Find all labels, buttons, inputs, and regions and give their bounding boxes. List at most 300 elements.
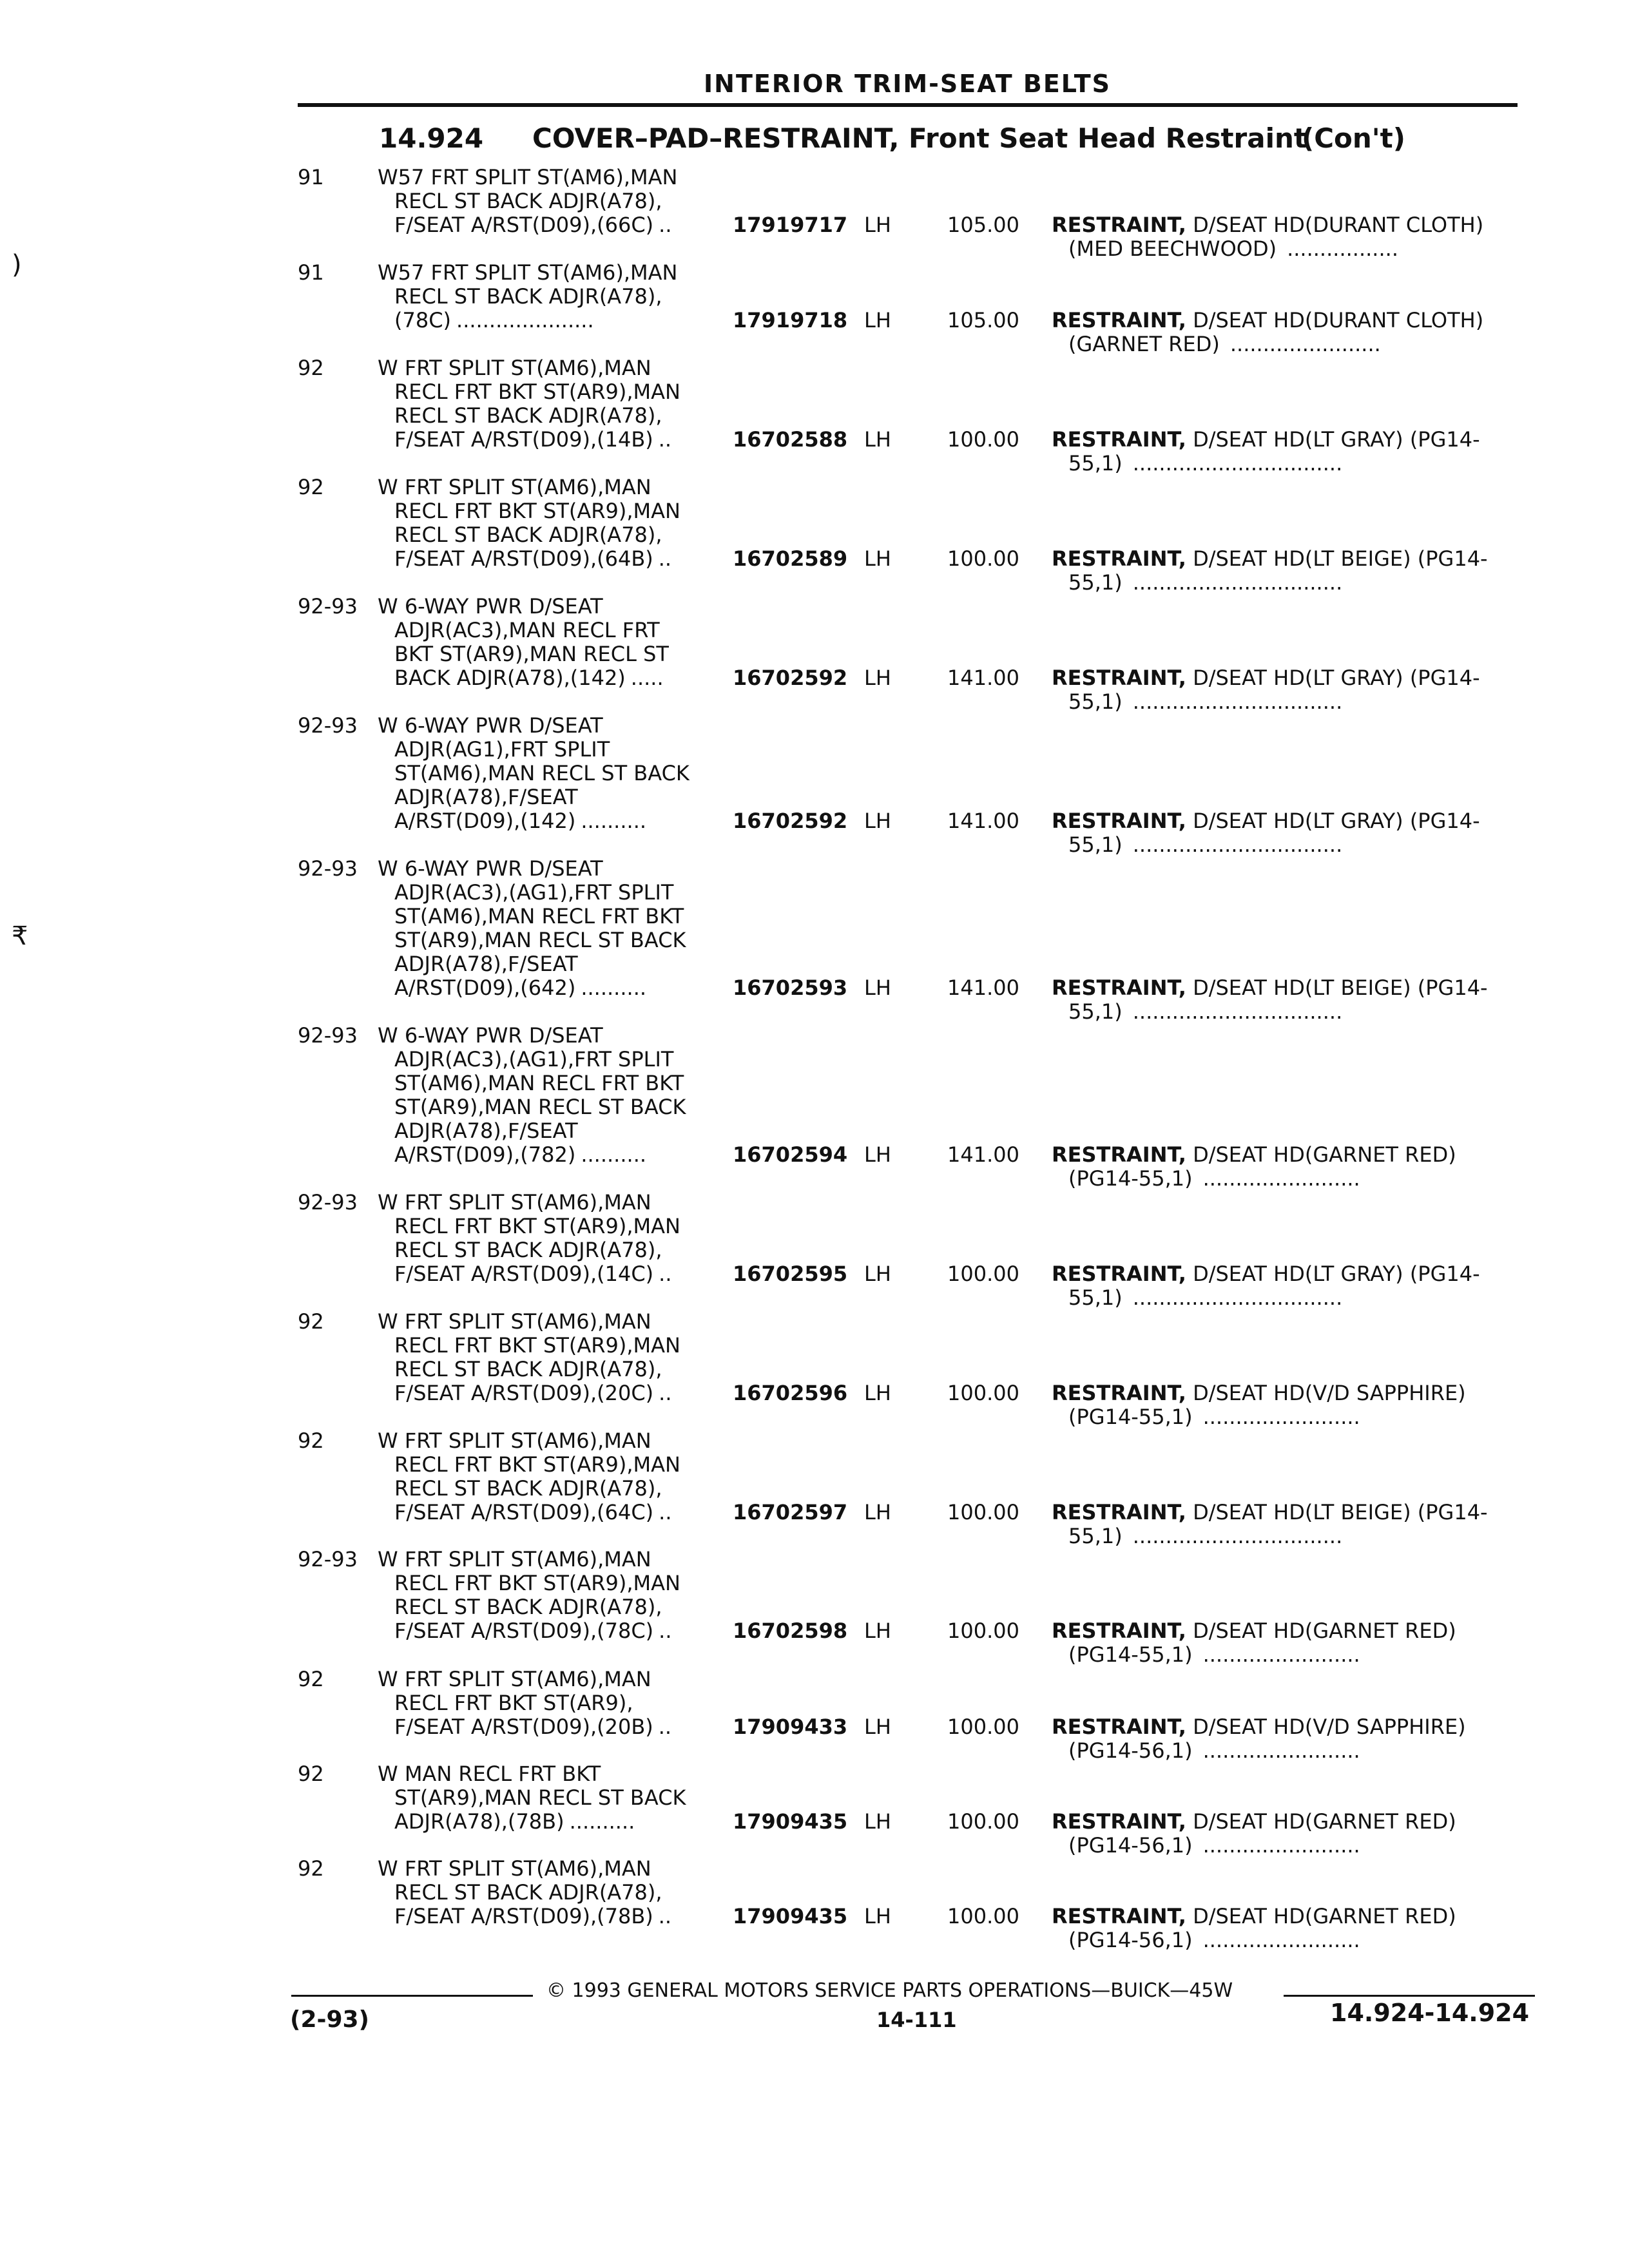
part-name-continued-text: (PG14-56,1) [1068,1833,1193,1858]
part-name-continued-text: 55,1) [1068,1285,1123,1310]
part-name [1052,809,1480,833]
description-line [378,642,669,666]
dot-leader: ................................ [1132,451,1343,476]
model-year: 92 [298,1428,324,1453]
dot-leader: .. [659,1500,672,1524]
model-year: 92 [298,475,324,499]
side-code: LH [864,1809,891,1834]
model-year: 92 [298,356,324,380]
description-text: ADJR(A78),(78B) [394,1809,564,1834]
part-name-continued-text: (GARNET RED) [1068,332,1220,356]
description-text: A/RST(D09),(142) [394,809,576,833]
dot-leader: .. [658,427,672,452]
description-line [378,1571,680,1595]
price-value: 100.00 [947,1500,1019,1524]
description-line [378,1358,680,1381]
description-text: RECL FRT BKT ST(AR9),MAN [394,1214,680,1238]
dot-leader: ........................ [1202,1405,1360,1429]
part-name-detail: D/SEAT HD(GARNET RED) [1186,1142,1456,1167]
price-value: 141.00 [947,1142,1019,1167]
description-text: ADJR(AC3),(AG1),FRT SPLIT [394,880,674,905]
part-name [1052,1715,1466,1739]
footer-page-number: 14-111 [876,2008,957,2032]
part-name-continued [1068,1928,1360,1952]
part-number: 16702592 [733,666,848,690]
part-name-label: RESTRAINT, [1052,213,1186,237]
margin-mark: ) [12,250,22,280]
description-text: RECL ST BACK ADJR(A78), [394,189,662,213]
side-code: LH [864,1715,891,1739]
description-line [378,619,669,642]
description-line [378,1667,671,1691]
description-text: ADJR(A78),F/SEAT [394,952,578,976]
dot-leader: ........................ [1202,1166,1360,1191]
part-name-detail: D/SEAT HD(LT GRAY) (PG14- [1186,427,1480,452]
part-name-detail: D/SEAT HD(V/D SAPPHIRE) [1186,1715,1466,1739]
part-number: 16702593 [733,975,848,1000]
part-name-continued-text: 55,1) [1068,570,1123,595]
description-line [378,1786,686,1810]
price-value: 100.00 [947,1262,1019,1286]
description-line [378,1857,671,1881]
model-year: 91 [298,260,324,285]
margin-mark: ₹ [12,921,28,951]
price-value: 105.00 [947,213,1019,237]
section-number: 14.924 [379,122,484,154]
description-line [378,1429,680,1453]
usage-description [378,356,680,452]
description-text: ADJR(AC3),MAN RECL FRT [394,618,660,642]
part-name-detail: D/SEAT HD(GARNET RED) [1186,1619,1456,1643]
usage-description [378,476,680,571]
side-code: LH [864,809,891,833]
dot-leader: ................................ [1132,999,1343,1024]
part-name-continued [1068,833,1342,857]
description-line [378,809,689,833]
part-name-label: RESTRAINT, [1052,1809,1186,1834]
description-text: RECL ST BACK ADJR(A78), [394,284,662,309]
part-name-detail: D/SEAT HD(V/D SAPPHIRE) [1186,1381,1466,1405]
description-line [378,1119,686,1143]
description-line [378,1238,680,1262]
description-line [378,189,677,213]
part-name-continued-text: (MED BEECHWOOD) [1068,236,1277,261]
part-name-label: RESTRAINT, [1052,1715,1186,1739]
part-name-detail: D/SEAT HD(GARNET RED) [1186,1904,1456,1928]
side-code: LH [864,1142,891,1167]
description-line [378,166,677,189]
description-line [378,1691,671,1715]
description-line [378,1810,686,1834]
model-year: 92 [298,1667,324,1691]
description-text: W FRT SPLIT ST(AM6),MAN [378,475,651,499]
description-text: RECL FRT BKT ST(AR9),MAN [394,499,680,523]
description-text: W57 FRT SPLIT ST(AM6),MAN [378,260,678,285]
model-year: 92 [298,1856,324,1881]
price-value: 100.00 [947,427,1019,452]
description-line [378,380,680,404]
description-line [378,1501,680,1524]
description-text: BKT ST(AR9),MAN RECL ST [394,642,669,666]
description-line [378,1191,680,1215]
description-line [378,1095,686,1119]
description-line [378,1334,680,1358]
description-line [378,1619,680,1643]
description-text: ADJR(A78),F/SEAT [394,785,578,809]
part-name-continued [1068,1000,1342,1024]
dot-leader: ................................ [1132,1285,1343,1310]
description-text: A/RST(D09),(782) [394,1142,576,1167]
description-line [378,476,680,499]
section-title: COVER–PAD–RESTRAINT, Front Seat Head Restraint [532,122,1307,154]
part-name-continued-text: (PG14-55,1) [1068,1166,1193,1191]
price-value: 141.00 [947,666,1019,690]
description-line [378,1262,680,1286]
dot-leader: ................. [1287,236,1398,261]
part-number: 16702594 [733,1142,848,1167]
part-name-continued [1068,1834,1360,1858]
part-name-continued [1068,1405,1360,1429]
footer-date: (2-93) [290,2006,369,2033]
description-text: ST(AR9),MAN RECL ST BACK [394,1095,686,1119]
description-text: W FRT SPLIT ST(AM6),MAN [378,356,651,380]
description-text: RECL FRT BKT ST(AR9),MAN [394,1571,680,1595]
description-text: RECL ST BACK ADJR(A78), [394,523,662,547]
part-name-continued [1068,1643,1360,1667]
dot-leader: .......... [569,1809,635,1834]
footer-copyright: © 1993 GENERAL MOTORS SERVICE PARTS OPERATIONS—BUICK—45W [546,1979,1233,2002]
description-text: (78C) [394,308,452,332]
part-name-continued-text: (PG14-55,1) [1068,1642,1193,1667]
description-line [378,976,686,1000]
description-line [378,547,680,571]
usage-description [378,1548,680,1643]
price-value: 100.00 [947,1381,1019,1405]
usage-description [378,1310,680,1405]
part-number: 17909435 [733,1904,848,1928]
description-text: W FRT SPLIT ST(AM6),MAN [378,1667,651,1691]
description-line [378,1453,680,1477]
footer-rule-right [1284,1995,1535,1997]
description-line [378,261,677,285]
description-text: RECL FRT BKT ST(AR9),MAN [394,1333,680,1358]
usage-description [378,1191,680,1286]
description-line [378,738,689,762]
part-name-label: RESTRAINT, [1052,1262,1186,1286]
usage-description [378,714,689,833]
side-code: LH [864,308,891,332]
dot-leader: ........................ [1202,1928,1360,1952]
description-line [378,785,689,809]
description-text: RECL ST BACK ADJR(A78), [394,1595,662,1619]
description-line [378,595,669,619]
description-line [378,928,686,952]
part-name-continued [1068,1286,1342,1310]
part-name-continued [1068,571,1342,595]
description-line [378,523,680,547]
description-line [378,404,680,428]
description-text: RECL ST BACK ADJR(A78), [394,403,662,428]
part-name-continued [1068,690,1342,714]
description-text: W FRT SPLIT ST(AM6),MAN [378,1856,651,1881]
description-line [378,952,686,976]
part-name-continued-text: 55,1) [1068,832,1123,857]
dot-leader: .......... [581,975,647,1000]
description-line [378,762,689,785]
dot-leader: .. [659,213,672,237]
part-name-continued [1068,452,1342,476]
part-name [1052,1381,1466,1405]
model-year: 92-93 [298,1547,358,1571]
side-code: LH [864,546,891,571]
dot-leader: ................................ [1132,1524,1343,1548]
part-name-continued-text: 55,1) [1068,999,1123,1024]
part-name [1052,309,1483,332]
description-text: F/SEAT A/RST(D09),(78C) [394,1619,654,1643]
model-year: 92-93 [298,1023,358,1048]
part-name-detail: D/SEAT HD(LT BEIGE) (PG14- [1186,546,1488,571]
part-name [1052,1619,1456,1643]
description-text: ADJR(AC3),(AG1),FRT SPLIT [394,1047,674,1072]
description-line [378,1381,680,1405]
description-line [378,1143,686,1167]
description-text: ST(AM6),MAN RECL FRT BKT [394,1071,684,1095]
description-text: W 6-WAY PWR D/SEAT [378,594,603,619]
section-continued: (Con't) [1302,122,1405,154]
description-text: W FRT SPLIT ST(AM6),MAN [378,1190,651,1215]
dot-leader: .. [659,1381,672,1405]
usage-description [378,166,677,237]
model-year: 92-93 [298,856,358,881]
part-name-label: RESTRAINT, [1052,809,1186,833]
model-year: 92 [298,1762,324,1786]
usage-description [378,1024,686,1167]
description-text: W FRT SPLIT ST(AM6),MAN [378,1428,651,1453]
description-line [378,1072,686,1095]
footer-rule-left [291,1995,533,1997]
usage-description [378,595,669,690]
part-number: 17909433 [733,1715,848,1739]
side-code: LH [864,975,891,1000]
part-name-label: RESTRAINT, [1052,308,1186,332]
side-code: LH [864,1381,891,1405]
part-name-label: RESTRAINT, [1052,975,1186,1000]
description-text: RECL ST BACK ADJR(A78), [394,1880,662,1905]
side-code: LH [864,666,891,690]
description-line [378,428,680,452]
description-line [378,857,686,881]
part-number: 16702596 [733,1381,848,1405]
description-text: A/RST(D09),(642) [394,975,576,1000]
description-text: W FRT SPLIT ST(AM6),MAN [378,1547,651,1571]
dot-leader: .......... [581,809,647,833]
dot-leader: ........................ [1202,1642,1360,1667]
part-number: 16702597 [733,1500,848,1524]
usage-description [378,261,677,332]
description-line [378,309,677,332]
description-line [378,213,677,237]
dot-leader: .. [658,546,672,571]
part-number: 17909435 [733,1809,848,1834]
dot-leader: .. [659,1619,672,1643]
description-text: F/SEAT A/RST(D09),(14B) [394,427,653,452]
part-name [1052,1905,1456,1928]
description-line [378,1595,680,1619]
part-name-label: RESTRAINT, [1052,1619,1186,1643]
description-line [378,1548,680,1571]
description-text: RECL FRT BKT ST(AR9), [394,1691,633,1715]
dot-leader: ........................ [1202,1738,1360,1763]
description-text: W FRT SPLIT ST(AM6),MAN [378,1309,651,1334]
part-name-detail: D/SEAT HD(LT BEIGE) (PG14- [1186,1500,1488,1524]
part-name-detail: D/SEAT HD(LT BEIGE) (PG14- [1186,975,1488,1000]
description-text: ADJR(A78),F/SEAT [394,1119,578,1143]
part-name [1052,1143,1456,1167]
description-line [378,666,669,690]
description-line [378,881,686,905]
description-line [378,1048,686,1072]
side-code: LH [864,1500,891,1524]
price-value: 100.00 [947,546,1019,571]
part-name [1052,666,1480,690]
usage-description [378,1762,686,1834]
description-text: RECL ST BACK ADJR(A78), [394,1357,662,1381]
description-text: F/SEAT A/RST(D09),(64C) [394,1500,654,1524]
description-line [378,1715,671,1739]
price-value: 105.00 [947,308,1019,332]
part-name [1052,976,1488,1000]
description-text: F/SEAT A/RST(D09),(78B) [394,1904,653,1928]
usage-description [378,857,686,1000]
dot-leader: ..... [630,666,664,690]
description-line [378,1905,671,1928]
side-code: LH [864,1904,891,1928]
dot-leader: .. [659,1262,672,1286]
description-line [378,499,680,523]
part-name-label: RESTRAINT, [1052,546,1186,571]
description-text: W 6-WAY PWR D/SEAT [378,713,603,738]
part-name-detail: D/SEAT HD(GARNET RED) [1186,1809,1456,1834]
part-name [1052,213,1483,237]
description-text: ST(AM6),MAN RECL FRT BKT [394,904,684,928]
description-line [378,1762,686,1786]
price-value: 100.00 [947,1715,1019,1739]
dot-leader: ........................ [1202,1833,1360,1858]
footer-section-range: 14.924-14.924 [1330,1999,1530,2027]
part-number: 16702588 [733,427,848,452]
description-text: ST(AR9),MAN RECL ST BACK [394,928,686,952]
side-code: LH [864,427,891,452]
side-code: LH [864,1619,891,1643]
part-number: 16702589 [733,546,848,571]
description-text: ST(AM6),MAN RECL ST BACK [394,761,689,785]
model-year: 92-93 [298,713,358,738]
part-number: 17919718 [733,308,848,332]
part-name-continued-text: 55,1) [1068,1524,1123,1548]
part-name-continued-text: (PG14-56,1) [1068,1928,1193,1952]
part-name [1052,428,1480,452]
side-code: LH [864,1262,891,1286]
part-name-label: RESTRAINT, [1052,427,1186,452]
header-rule [298,103,1518,107]
dot-leader: .......... [581,1142,647,1167]
part-name-continued [1068,237,1398,261]
part-name-continued [1068,1167,1360,1191]
part-name-detail: D/SEAT HD(DURANT CLOTH) [1186,308,1484,332]
description-text: BACK ADJR(A78),(142) [394,666,626,690]
dot-leader: ................................ [1132,570,1343,595]
price-value: 100.00 [947,1619,1019,1643]
description-text: RECL ST BACK ADJR(A78), [394,1476,662,1501]
description-line [378,1024,686,1048]
description-text: RECL ST BACK ADJR(A78), [394,1238,662,1262]
description-text: ST(AR9),MAN RECL ST BACK [394,1785,686,1810]
part-name [1052,1262,1480,1286]
part-name [1052,1501,1488,1524]
usage-description [378,1667,671,1739]
part-name-label: RESTRAINT, [1052,1142,1186,1167]
description-text: ADJR(AG1),FRT SPLIT [394,737,610,762]
model-year: 92-93 [298,594,358,619]
part-name-detail: D/SEAT HD(LT GRAY) (PG14- [1186,809,1480,833]
dot-leader: ................................ [1132,689,1343,714]
description-line [378,356,680,380]
part-name-label: RESTRAINT, [1052,1500,1186,1524]
part-name-continued [1068,332,1381,356]
description-text: RECL FRT BKT ST(AR9),MAN [394,380,680,404]
description-text: F/SEAT A/RST(D09),(64B) [394,546,653,571]
part-name [1052,1810,1456,1834]
description-text: F/SEAT A/RST(D09),(20C) [394,1381,654,1405]
description-line [378,1215,680,1238]
description-line [378,1477,680,1501]
model-year: 91 [298,165,324,189]
dot-leader: .. [658,1715,672,1739]
model-year: 92 [298,1309,324,1334]
description-line [378,285,677,309]
part-name-continued [1068,1739,1360,1763]
description-text: F/SEAT A/RST(D09),(20B) [394,1715,653,1739]
price-value: 141.00 [947,975,1019,1000]
description-text: F/SEAT A/RST(D09),(14C) [394,1262,654,1286]
side-code: LH [864,213,891,237]
part-name-detail: D/SEAT HD(LT GRAY) (PG14- [1186,1262,1480,1286]
dot-leader: ................................ [1132,832,1343,857]
part-name-label: RESTRAINT, [1052,1381,1186,1405]
description-line [378,1881,671,1905]
dot-leader: ..................... [456,308,594,332]
part-number: 16702592 [733,809,848,833]
part-name-continued-text: 55,1) [1068,689,1123,714]
usage-description [378,1857,671,1928]
part-name-continued-text: 55,1) [1068,451,1123,476]
description-line [378,1310,680,1334]
part-name-continued [1068,1524,1342,1548]
part-name-label: RESTRAINT, [1052,1904,1186,1928]
page-header-title: INTERIOR TRIM-SEAT BELTS [704,70,1111,98]
description-text: W 6-WAY PWR D/SEAT [378,1023,603,1048]
usage-description [378,1429,680,1524]
part-number: 16702595 [733,1262,848,1286]
description-line [378,714,689,738]
price-value: 100.00 [947,1809,1019,1834]
description-text: W57 FRT SPLIT ST(AM6),MAN [378,165,678,189]
part-name [1052,547,1488,571]
dot-leader: ....................... [1229,332,1381,356]
part-name-continued-text: (PG14-55,1) [1068,1405,1193,1429]
part-name-label: RESTRAINT, [1052,666,1186,690]
description-line [378,905,686,928]
